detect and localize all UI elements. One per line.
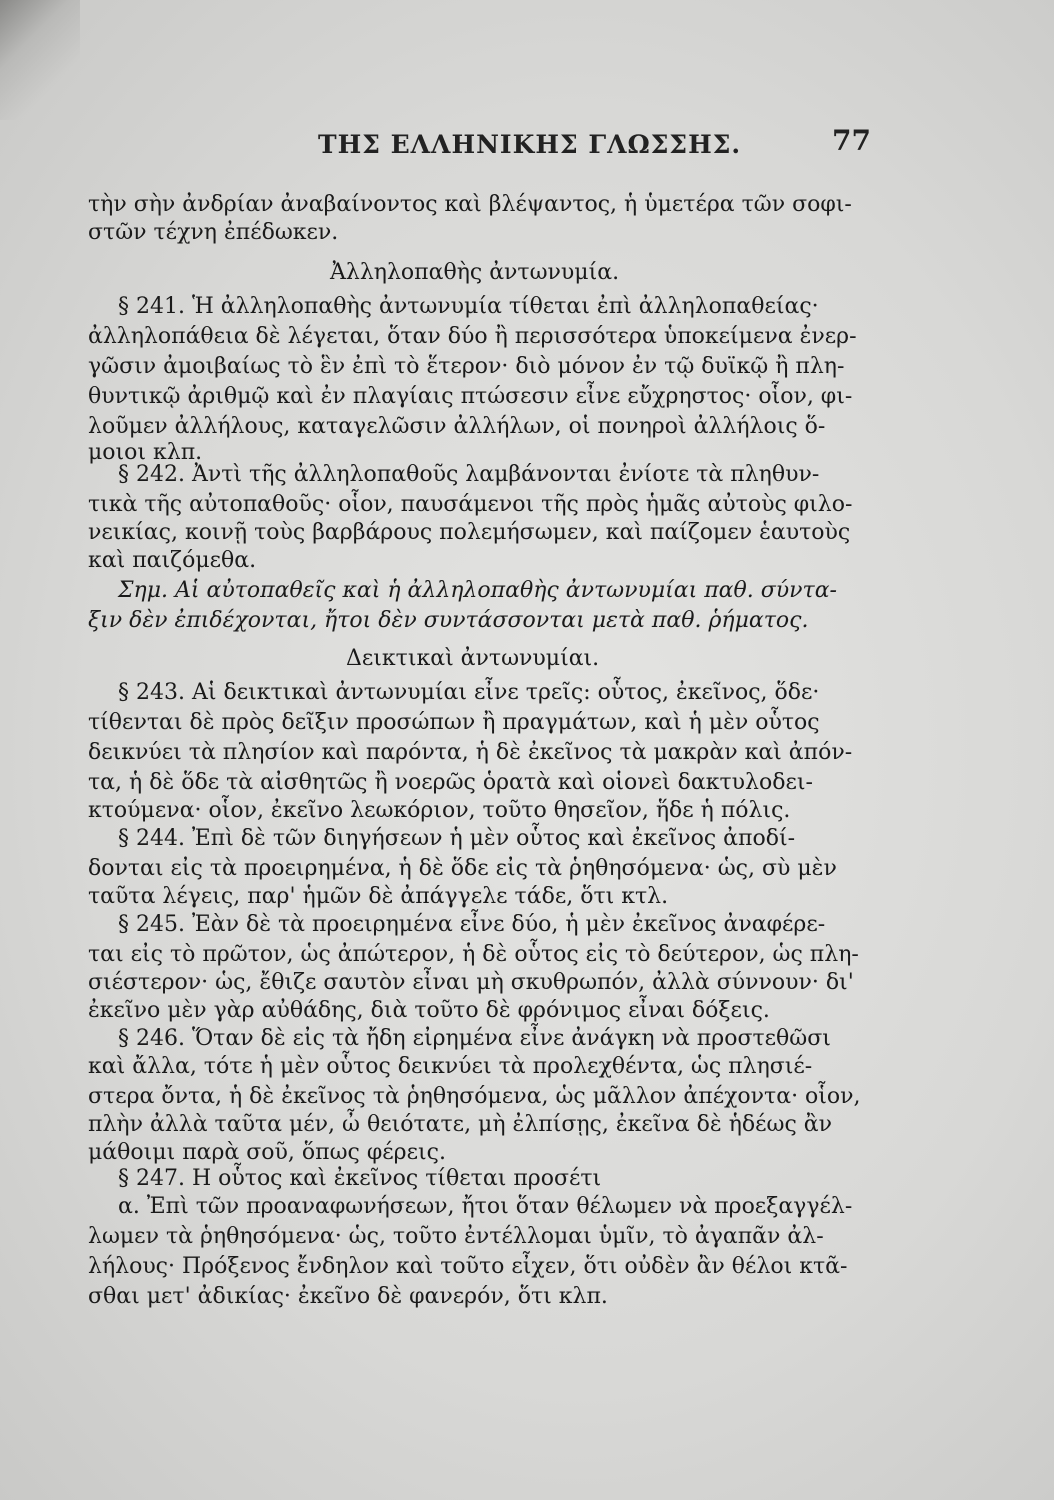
text-line: σθαι μετ' ἀδικίας· ἐκεῖνο δὲ φανερόν, ὅτι κλπ. bbox=[88, 1284, 608, 1309]
text-line: § 247. Η οὗτος καὶ ἐκεῖνος τίθεται προσέτι bbox=[118, 1166, 602, 1191]
text-line: § 244. Ἐπὶ δὲ τῶν διηγήσεων ἡ μὲν οὗτος καὶ ἐκεῖνος ἀποδί- bbox=[118, 826, 796, 851]
note-line: Σημ. Αἱ αὐτοπαθεῖς καὶ ἡ ἀλληλοπαθὴς ἀντωνυμίαι παθ. σύντα- bbox=[118, 578, 837, 603]
page-header bbox=[0, 124, 1054, 170]
text-line: § 246. Ὅταν δὲ εἰς τὰ ἤδη εἰρημένα εἶνε ἀνάγκη νὰ προστεθῶσι bbox=[118, 1026, 831, 1051]
section-heading: Δεικτικαὶ ἀντωνυμίαι. bbox=[346, 646, 600, 671]
text-line: α. Ἐπὶ τῶν προαναφωνήσεων, ἤτοι ὅταν θέλωμεν νὰ προεξαγγέλ- bbox=[118, 1194, 853, 1219]
text-line: σιέστερον· ὡς, ἔθιζε σαυτὸν εἶναι μὴ σκυθρωπόν, ἀλλὰ σύννουν· δι' bbox=[88, 970, 854, 995]
text-line: ταῦτα λέγεις, παρ' ἡμῶν δὲ ἀπάγγελε τάδε, ὅτι κτλ. bbox=[88, 884, 669, 909]
text-line: δεικνύει τὰ πλησίον καὶ παρόντα, ἡ δὲ ἐκεῖνος τὰ μακρὰν καὶ ἀπόν- bbox=[88, 740, 853, 765]
text-line: λήλους· Πρόξενος ἔνδηλον καὶ τοῦτο εἶχεν, ὅτι οὐδὲν ἂν θέλοι κτᾶ- bbox=[88, 1254, 848, 1279]
text-line: δονται εἰς τὰ προειρημένα, ἡ δὲ ὅδε εἰς τὰ ῥηθησόμενα· ὡς, σὺ μὲν bbox=[88, 856, 837, 881]
note-line: ξιν δὲν ἐπιδέχονται, ἤτοι δὲν συντάσσονται μετὰ παθ. ῥήματος. bbox=[88, 608, 809, 633]
text-line: μάθοιμι παρὰ σοῦ, ὅπως φέρεις. bbox=[88, 1140, 446, 1165]
text-line: τα, ἡ δὲ ὅδε τὰ αἰσθητῶς ἢ νοερῶς ὁρατὰ καὶ οἱονεὶ δακτυλοδει- bbox=[88, 770, 813, 795]
text-line: λωμεν τὰ ῥηθησόμενα· ὡς, τοῦτο ἐντέλλομαι ὑμῖν, τὸ ἀγαπᾶν ἀλ- bbox=[88, 1224, 824, 1249]
text-line: γῶσιν ἀμοιβαίως τὸ ἓν ἐπὶ τὸ ἕτερον· διὸ μόνον ἐν τῷ δυϊκῷ ἢ πλη- bbox=[88, 354, 845, 379]
text-line: § 242. Ἀντὶ τῆς ἀλληλοπαθοῦς λαμβάνονται ἐνίοτε τὰ πληθυν- bbox=[118, 462, 820, 487]
text-line: § 243. Αἱ δεικτικαὶ ἀντωνυμίαι εἶνε τρεῖς: οὗτος, ἐκεῖνος, ὅδε· bbox=[118, 680, 820, 705]
text-line: § 241. Ἡ ἀλληλοπαθὴς ἀντωνυμία τίθεται ἐπὶ ἀλληλοπαθείας· bbox=[118, 294, 819, 319]
text-line: λοῦμεν ἀλλήλους, καταγελῶσιν ἀλλήλων, οἱ πονηροὶ ἀλλήλοις ὅ- bbox=[88, 414, 826, 439]
text-line: τικὰ τῆς αὐτοπαθοῦς· οἷον, παυσάμενοι τῆς πρὸς ἡμᾶς αὐτοὺς φιλο- bbox=[88, 492, 853, 517]
text-line: τίθενται δὲ πρὸς δεῖξιν προσώπων ἢ πραγμάτων, καὶ ἡ μὲν οὗτος bbox=[88, 710, 820, 735]
section-heading: Ἀλληλοπαθὴς ἀντωνυμία. bbox=[330, 260, 620, 285]
text-line: νεικίας, κοινῇ τοὺς βαρβάρους πολεμήσωμεν, καὶ παίζομεν ἑαυτοὺς bbox=[88, 520, 851, 545]
page-number: 77 bbox=[832, 124, 871, 157]
text-line: θυντικῷ ἀριθμῷ καὶ ἐν πλαγίαις πτώσεσιν εἶνε εὔχρηστος· οἷον, φι- bbox=[88, 384, 853, 409]
text-line: στερα ὄντα, ἡ δὲ ἐκεῖνος τὰ ῥηθησόμενα, ὡς μᾶλλον ἀπέχοντα· οἷον, bbox=[88, 1084, 861, 1109]
text-line: στῶν τέχνη ἐπέδωκεν. bbox=[88, 220, 339, 245]
text-line: § 245. Ἐὰν δὲ τὰ προειρημένα εἶνε δύο, ἡ μὲν ἐκεῖνος ἀναφέρε- bbox=[118, 912, 826, 937]
text-line: ἐκεῖνο μὲν γὰρ αὐθάδης, διὰ τοῦτο δὲ φρόνιμος εἶναι δόξεις. bbox=[88, 998, 770, 1023]
text-line: μοιοι κλπ. bbox=[88, 440, 203, 465]
text-line: ἀλληλοπάθεια δὲ λέγεται, ὅταν δύο ἢ περισσότερα ὑποκείμενα ἐνερ- bbox=[88, 324, 857, 349]
text-line: τὴν σὴν ἀνδρίαν ἀναβαίνοντος καὶ βλέψαντος, ἡ ὑμετέρα τῶν σοφι- bbox=[88, 192, 852, 217]
text-line: καὶ ἄλλα, τότε ἡ μὲν οὗτος δεικνύει τὰ προλεχθέντα, ὡς πλησιέ- bbox=[88, 1054, 813, 1079]
text-line: κτούμενα· οἷον, ἐκεῖνο λεωκόριον, τοῦτο θησεῖον, ἥδε ἡ πόλις. bbox=[88, 798, 791, 823]
running-title: ΤΗΣ ΕΛΛΗΝΙΚΗΣ ΓΛΩΣΣΗΣ. bbox=[318, 130, 742, 159]
page-edge-shadow bbox=[0, 0, 80, 120]
text-line: καὶ παιζόμεθα. bbox=[88, 548, 257, 573]
text-line: ται εἰς τὸ πρῶτον, ὡς ἀπώτερον, ἡ δὲ οὗτος εἰς τὸ δεύτερον, ὡς πλη- bbox=[88, 942, 859, 967]
text-line: πλὴν ἀλλὰ ταῦτα μέν, ὦ θειότατε, μὴ ἐλπίσῃς, ἐκεῖνα δὲ ἡδέως ἂν bbox=[88, 1112, 833, 1137]
